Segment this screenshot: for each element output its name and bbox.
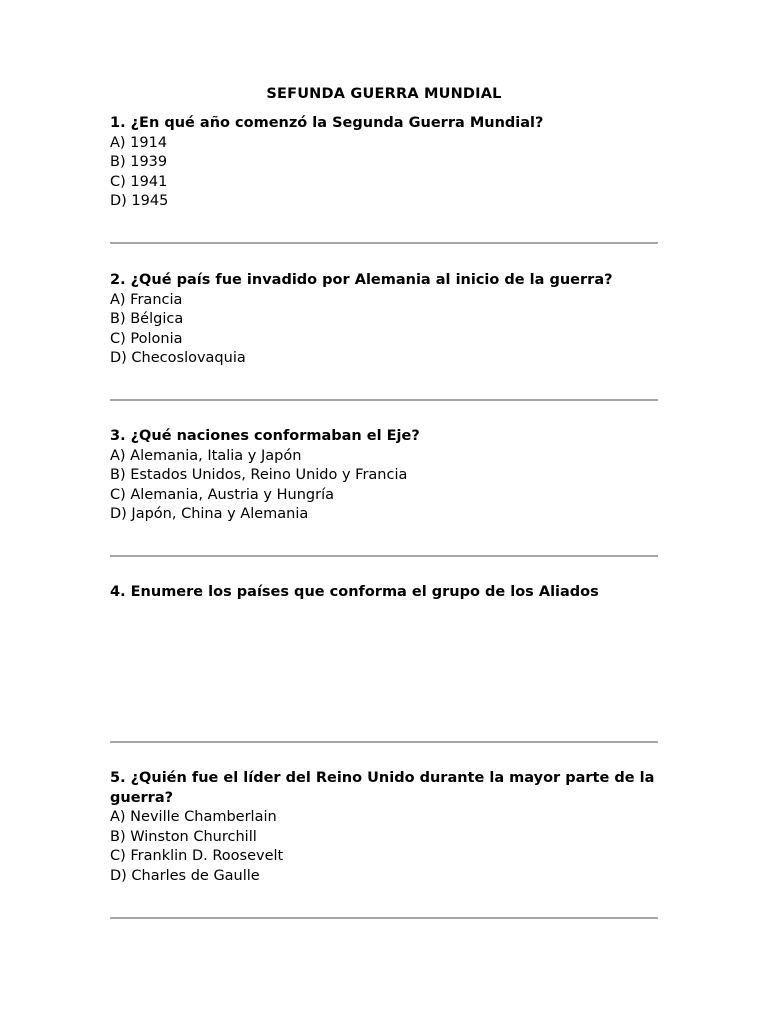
option-d: D) Charles de Gaulle bbox=[110, 867, 260, 884]
option-list bbox=[110, 447, 658, 525]
option-a: A) Alemania, Italia y Japón bbox=[110, 447, 302, 464]
question-4 bbox=[110, 583, 658, 603]
option-d: D) 1945 bbox=[110, 193, 169, 209]
option-c: C) 1941 bbox=[110, 173, 168, 190]
option-c: C) Polonia bbox=[110, 330, 183, 347]
option-list bbox=[110, 291, 658, 369]
question-text: 5. ¿Quién fue el líder del Reino Unido durante la mayor parte de la guerra? bbox=[110, 770, 655, 806]
question-text: 4. Enumere los países que conforma el grupo de los Aliados bbox=[110, 584, 599, 600]
document-title: SEFUNDA GUERRA MUNDIAL bbox=[266, 86, 502, 102]
option-c: C) Franklin D. Roosevelt bbox=[110, 848, 284, 864]
option-a: A) Neville Chamberlain bbox=[110, 809, 277, 825]
option-b: B) Bélgica bbox=[110, 311, 184, 327]
question-text: 2. ¿Qué país fue invadido por Alemania al inicio de la guerra? bbox=[110, 272, 613, 288]
separator-line bbox=[110, 741, 658, 743]
question-5 bbox=[110, 769, 658, 886]
option-b: B) 1939 bbox=[110, 154, 168, 170]
separator-line bbox=[110, 399, 658, 401]
option-a: A) 1914 bbox=[110, 134, 168, 151]
option-list bbox=[110, 808, 658, 886]
question-3 bbox=[110, 427, 658, 525]
option-d: D) Japón, China y Alemania bbox=[110, 506, 309, 522]
option-d: D) Checoslovaquia bbox=[110, 350, 246, 366]
question-text: 1. ¿En qué año comenzó la Segunda Guerra Mundial? bbox=[110, 115, 544, 131]
option-list bbox=[110, 134, 658, 212]
separator-line bbox=[110, 242, 658, 244]
question-2 bbox=[110, 271, 658, 369]
question-1 bbox=[110, 114, 658, 212]
option-b: B) Winston Churchill bbox=[110, 828, 257, 845]
separator-line bbox=[110, 555, 658, 557]
option-a: A) Francia bbox=[110, 291, 183, 308]
option-b: B) Estados Unidos, Reino Unido y Francia bbox=[110, 467, 408, 483]
option-c: C) Alemania, Austria y Hungría bbox=[110, 486, 334, 503]
separator-line bbox=[110, 917, 658, 919]
question-text: 3. ¿Qué naciones conformaban el Eje? bbox=[110, 428, 420, 444]
